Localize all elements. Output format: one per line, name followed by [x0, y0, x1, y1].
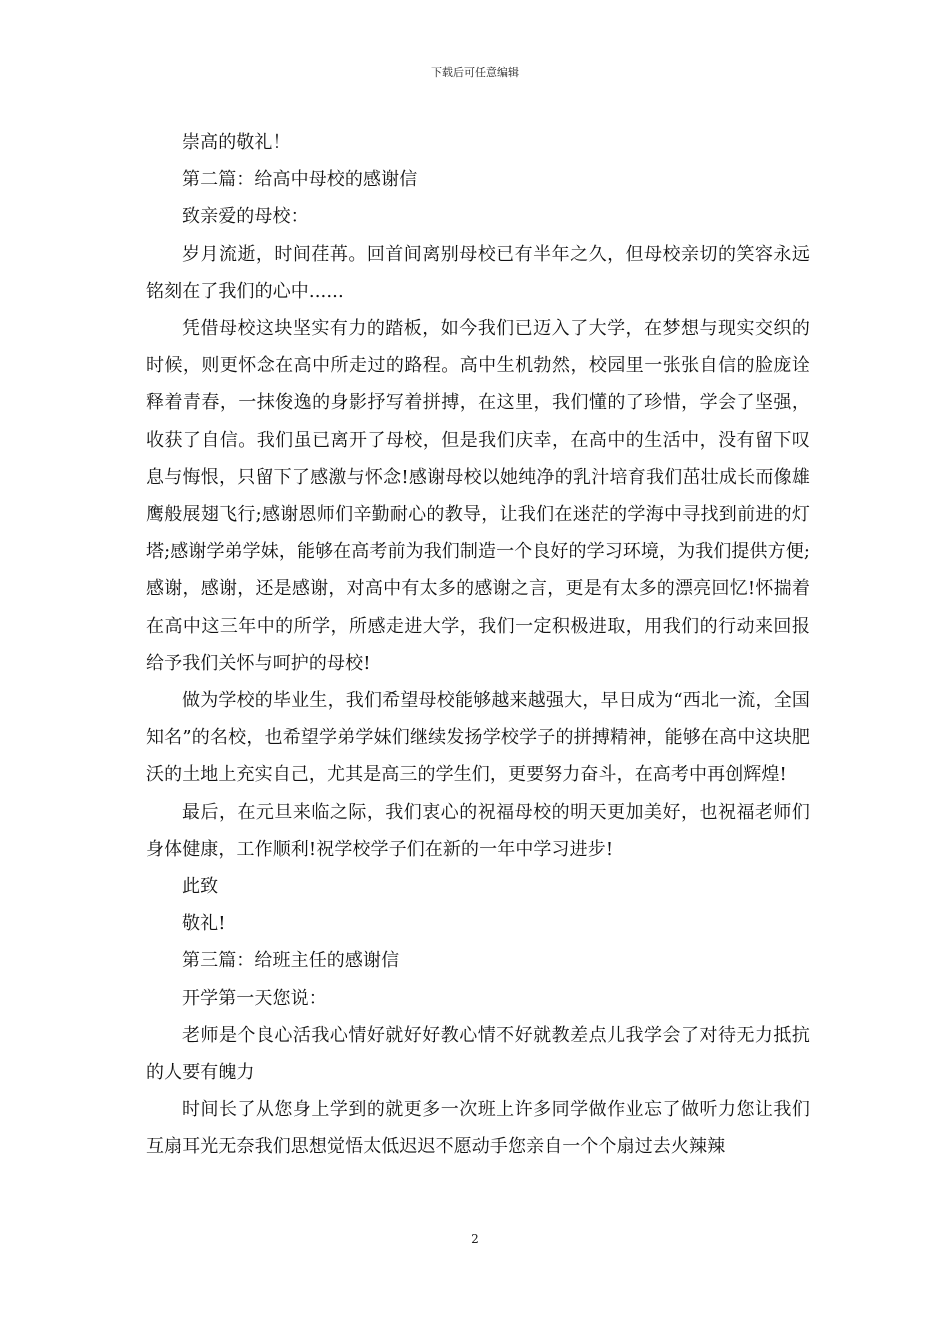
body-paragraph: 老师是个良心活我心情好就好好教心情不好就教差点儿我学会了对待无力抵抗的人要有魄力 [146, 1024, 810, 1084]
closing-line: 此致 [182, 876, 219, 898]
body-paragraph: 开学第一天您说： [182, 987, 327, 1009]
closing-salutation: 崇高的敬礼！ [182, 132, 291, 153]
body-paragraph: 做为学校的毕业生，我们希望母校能够越来越强大，早日成为“西北一流，全国知名”的名校，也希望学弟学妹们继续发扬学校学子的拼搏精神，能够在高中这块肥沃的土地上充实自己，尤其是高三的学生们，更要努力奋斗，在高考中再创辉煌! [146, 690, 810, 786]
body-paragraph: 最后，在元旦来临之际，我们衷心的祝福母校的明天更加美好，也祝福老师们身体健康，工作顺利!祝学校学子们在新的一年中学习进步! [146, 801, 810, 860]
page-header-note: 下载后可任意编辑 [431, 66, 519, 79]
closing-salutation: 敬礼! [182, 913, 226, 935]
document-body [146, 124, 810, 1166]
letter-greeting: 致亲爱的母校： [182, 206, 309, 228]
body-paragraph: 凭借母校这块坚实有力的踏板，如今我们已迈入了大学，在梦想与现实交织的时候，则更怀念在高中所走过的路程。高中生机勃然，校园里一张张自信的脸庞诠释着青春，一抹俊逸的身影抒写着拼搏，在这里，我们懂的了珍惜，学会了坚强，收获了自信。我们虽已离开了母校，但是我们庆幸，在高中的生活中，没有留下叹息与悔恨，只留下了感激与怀念!感谢母校以她纯净的乳汁培育我们茁壮成长而像雄鹰般展翅飞行;感谢恩师们辛勤耐心的教导，让我们在迷茫的学海中寻找到前进的灯塔;感谢学弟学妹，能够在高考前为我们制造一个良好的学习环境，为我们提供方便;感谢，感谢，还是感谢，对高中有太多的感谢之言，更是有太多的漂亮回忆!怀揣着在高中这三年中的所学，所感走进大学，我们一定积极进取，用我们的行动来回报给予我们关怀与呵护的母校! [146, 318, 810, 674]
section-heading-3: 第三篇：给班主任的感谢信 [182, 950, 400, 972]
page-number: 2 [471, 1232, 479, 1246]
section-heading-2: 第二篇：给高中母校的感谢信 [182, 169, 418, 191]
body-paragraph: 时间长了从您身上学到的就更多一次班上许多同学做作业忘了做听力您让我们互扇耳光无奈我们思想觉悟太低迟迟不愿动手您亲自一个个扇过去火辣辣 [146, 1099, 810, 1158]
body-paragraph: 岁月流逝，时间荏苒。回首间离别母校已有半年之久，但母校亲切的笑容永远铭刻在了我们的心中...... [146, 243, 810, 302]
